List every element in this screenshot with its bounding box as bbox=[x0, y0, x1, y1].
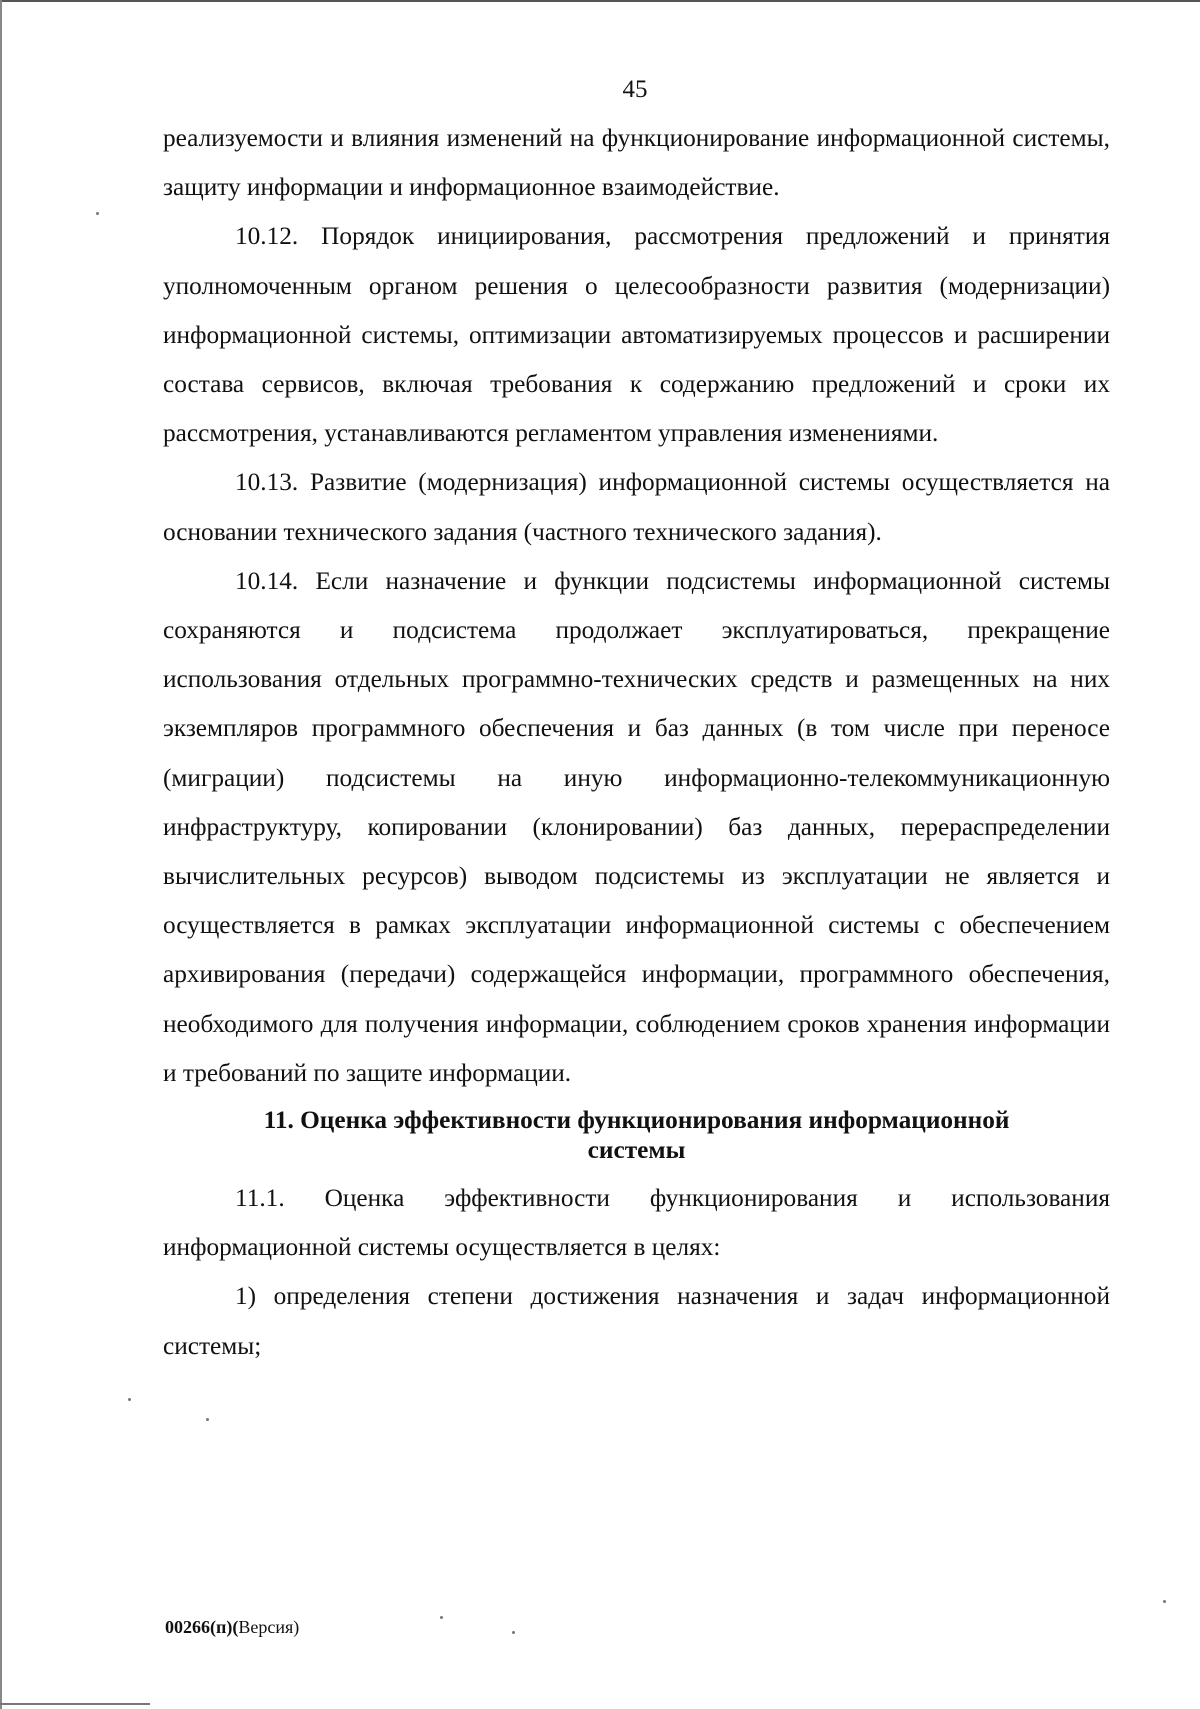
scan-speck bbox=[96, 212, 99, 215]
footer-version: Версия) bbox=[238, 1617, 300, 1637]
paragraph-continuation: реализуемости и влияния изменений на функционирование информационной системы, защиту информации и информационное взаимодействие. bbox=[163, 124, 1110, 202]
section-heading-line-2: системы bbox=[587, 1136, 686, 1165]
scan-speck bbox=[512, 1631, 515, 1634]
section-heading-line-1: 11. Оценка эффективности функционирования информационной bbox=[263, 1106, 1010, 1135]
scan-left-edge bbox=[0, 0, 2, 1709]
scan-speck bbox=[440, 1616, 443, 1619]
document-footer bbox=[165, 1617, 299, 1638]
footer-code: 00266(п)( bbox=[165, 1617, 239, 1637]
paragraph-10-14: 10.14. Если назначение и функции подсистемы информационной системы сохраняются и подсистема продолжает эксплуатироваться, прекращение использования отдельных программно-технических средств и размещенных на них экземпляров программного обеспечения и баз данных (в том числе при переносе (миграции) подсистемы на иную информационно-телекоммуникационную инфраструктуру, копировании (клонировании) баз данных, перераспределении вычислительных ресурсов) выводом подсистемы из эксплуатации не является и осуществляется в рамках эксплуатации информационной системы с обеспечением архивирования (передачи) содержащейся информации, программного обеспечения, необходимого для получения информации, соблюдением сроков хранения информации и требований по защите информации. bbox=[163, 566, 1110, 1087]
section-heading-11 bbox=[163, 1098, 1110, 1174]
paragraph-10-12: 10.12. Порядок инициирования, рассмотрения предложений и принятия уполномоченным органом решения о целесообразности развития (модернизации) информационной системы, оптимизации автоматизируемых процессов и расширении состава сервисов, включая требования к содержанию предложений и сроки их рассмотрения, устанавливаются регламентом управления изменениями. bbox=[163, 222, 1110, 448]
scan-speck bbox=[206, 1418, 209, 1421]
paragraph-11-1: 11.1. Оценка эффективности функционирования и использования информационной системы осуществляется в целях: bbox=[163, 1184, 1110, 1262]
paragraph-10-13: 10.13. Развитие (модернизация) информационной системы осуществляется на основании технического задания (частного технического задания). bbox=[163, 468, 1110, 546]
page-number: 45 bbox=[622, 76, 648, 103]
paragraph-11-1-item-1: 1) определения степени достижения назначения и задач информационной системы; bbox=[163, 1282, 1110, 1360]
scan-speck bbox=[128, 1398, 131, 1401]
scan-speck bbox=[1163, 1600, 1166, 1603]
scan-top-edge bbox=[0, 0, 1200, 2]
body-text bbox=[163, 114, 1110, 1371]
scan-bottom-edge bbox=[0, 1703, 150, 1705]
